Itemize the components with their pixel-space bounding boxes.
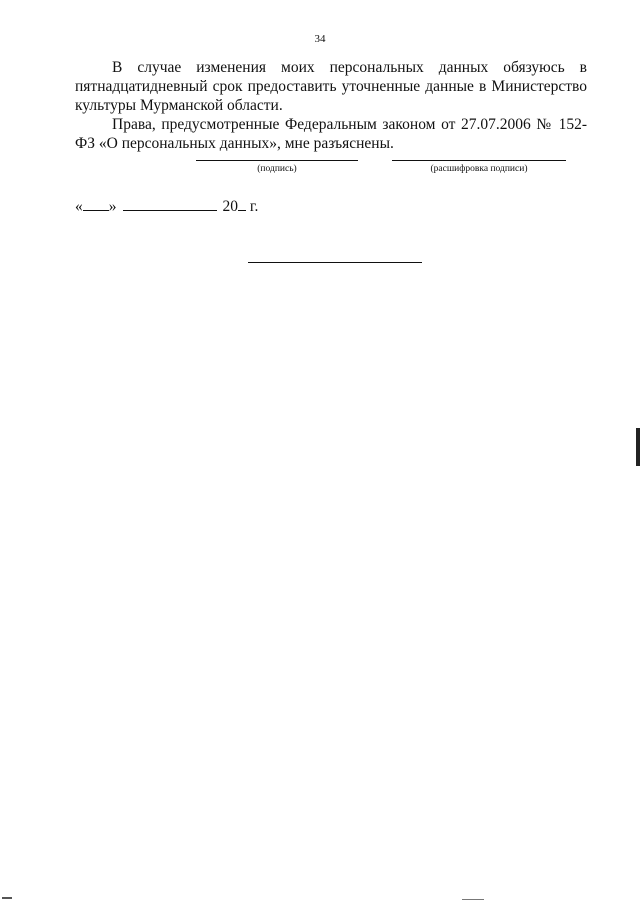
date-close-quote: » [108,198,117,215]
date-year-blank [238,198,246,211]
scan-edge-mark [636,428,640,466]
date-month-blank [123,198,217,211]
end-of-document-line [248,262,422,263]
signature-line [196,160,358,161]
date-row [75,198,258,216]
date-day-blank [83,198,109,211]
paragraph-rights-explained: Права, предусмотренные Федеральным законом от 27.07.2006 № 152-ФЗ «О персональных данных», мне разъяснены. [75,116,587,152]
date-year-prefix: 20 [222,198,238,215]
scan-corner-mark-left [2,897,12,899]
scan-corner-mark-right [462,899,484,900]
signature-caption: (подпись) [257,164,297,174]
date-year-suffix: г. [249,198,259,215]
signature-decoding-caption: (расшифровка подписи) [430,164,528,174]
paragraph-personal-data-change: В случае изменения моих персональных данных обязуюсь в пятнадцатидневный срок предоставить уточненные данные в Министерство культуры Мурманской области. [75,59,587,114]
page-number: 34 [314,33,326,45]
signature-decoding-line [392,160,566,161]
date-open-quote: « [75,198,83,215]
